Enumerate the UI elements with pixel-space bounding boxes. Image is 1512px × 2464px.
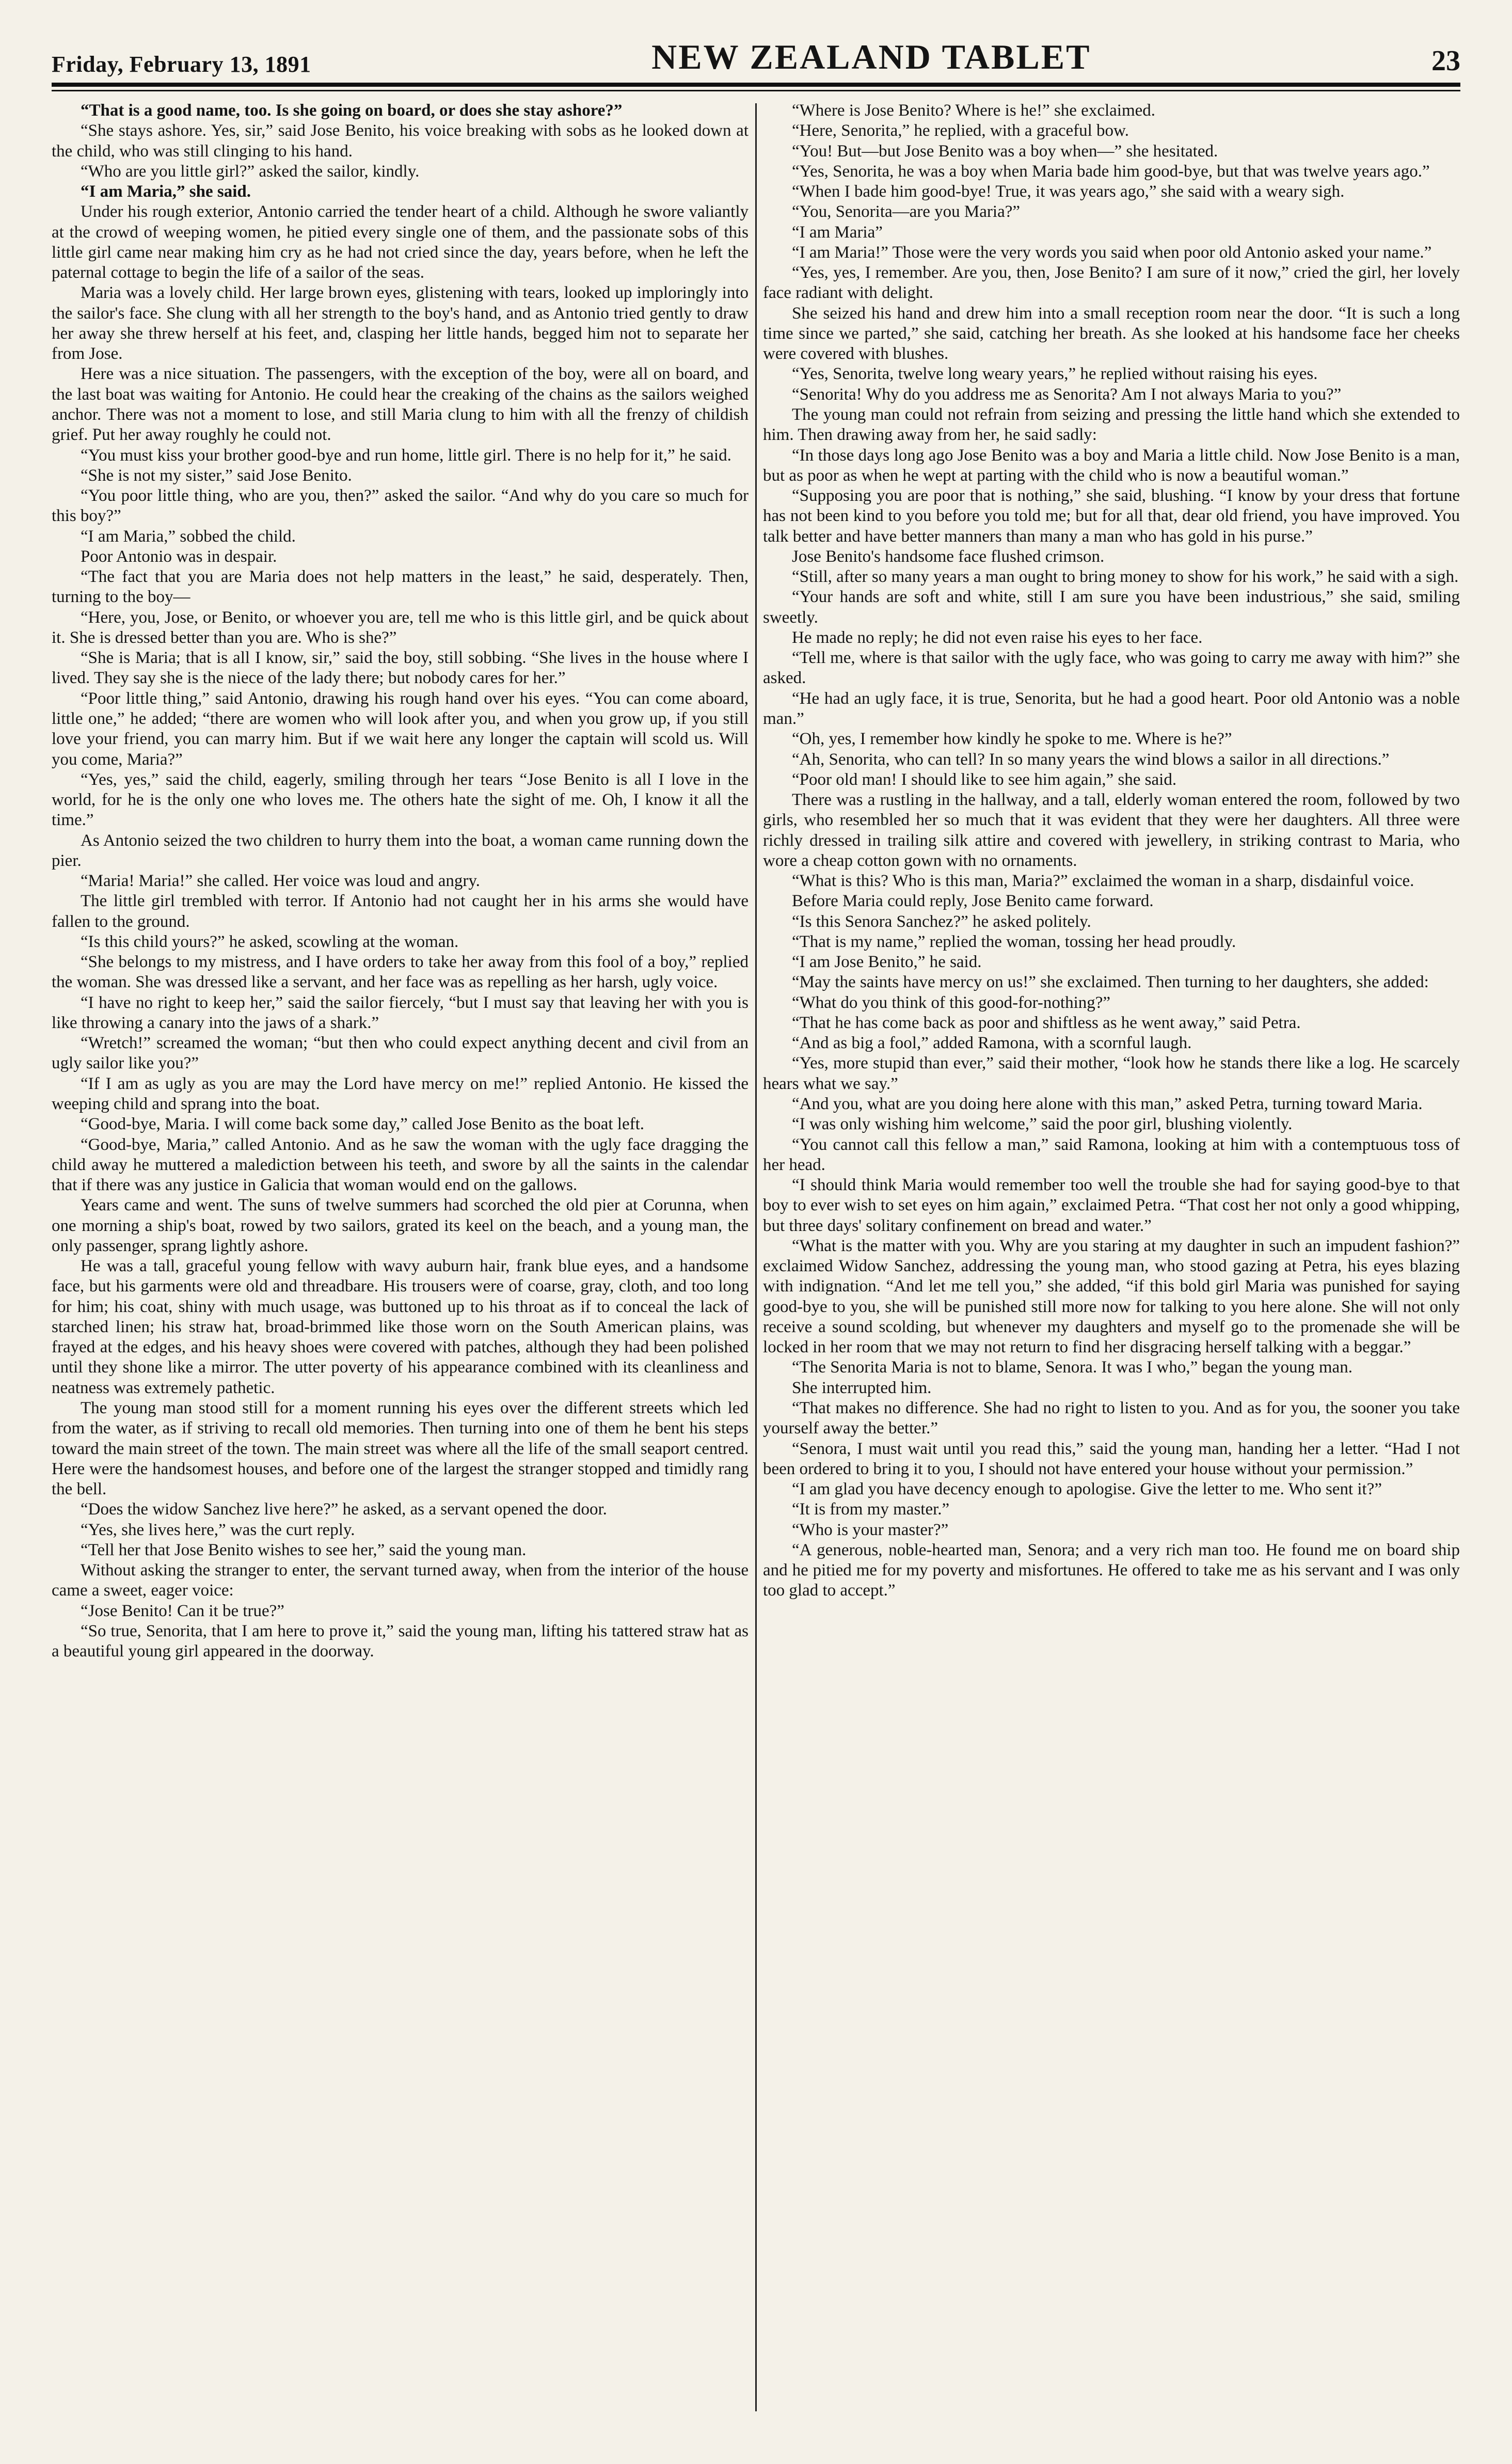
paragraph: “I am glad you have decency enough to apologise. Give the letter to me. Who sent it?”	[792, 1480, 1382, 1499]
paragraph: “Wretch!” screamed the woman; “but then who could expect anything decent and civil from an ugly sailor like you?”	[52, 1034, 749, 1073]
paragraph: “I have no right to keep her,” said the sailor fiercely, “but I must say that leaving her with you is like throwing a canary into the jaws of a shark.”	[52, 993, 749, 1032]
paragraph: “That makes no difference. She had no right to listen to you. And as for you, the sooner you take yourself away the better.”	[763, 1399, 1460, 1438]
paragraph: He made no reply; he did not even raise his eyes to her face.	[792, 628, 1203, 647]
paragraph: “You cannot call this fellow a man,” said Ramona, looking at him with a contemptuous toss of her head.	[763, 1135, 1460, 1174]
paragraph: She interrupted him.	[792, 1378, 932, 1397]
paragraph: Before Maria could reply, Jose Benito came forward.	[792, 892, 1154, 911]
header-rule-thick	[52, 83, 1460, 87]
paragraph: “What is this? Who is this man, Maria?” exclaimed the woman in a sharp, disdainful voice.	[792, 872, 1414, 891]
paragraph: “Here, Senorita,” he replied, with a graceful bow.	[792, 121, 1129, 140]
paragraph: “Maria! Maria!” she called. Her voice was loud and angry.	[81, 872, 480, 891]
paragraph: “You must kiss your brother good-bye and run home, little girl. There is no help for it,” he said.	[81, 446, 731, 465]
paragraph: “Good-bye, Maria,” called Antonio. And as he saw the woman with the ugly face dragging the child away he muttered a malediction between his teeth, and swore by all the saints in the calendar that if there was any justice in Galicia that woman would end on the gallows.	[52, 1135, 749, 1195]
column-divider	[755, 103, 757, 2411]
paragraph: “Does the widow Sanchez live here?” he asked, as a servant opened the door.	[81, 1500, 607, 1519]
paragraph: “That is my name,” replied the woman, tossing her head proudly.	[792, 932, 1236, 951]
page-header	[52, 21, 1460, 77]
paragraph: “What do you think of this good-for-nothing?”	[792, 993, 1111, 1012]
paragraph: He was a tall, graceful young fellow with wavy auburn hair, frank blue eyes, and a handsome face, but his garments were old and threadbare. His trousers were of coarse, gray, cloth, and too long for him; his coat, shiny with much usage, was buttoned up to his throat as if to conceal the lack of starched linen; his straw hat, broad-brimmed like those worn on the South American plains, was frayed at the edges, and his heavy shoes were covered with patches, although they had been polished until they shone like a mirror. The utter poverty of his appearance combined with its cleanliness and neatness was extremely pathetic.	[52, 1257, 749, 1397]
paragraph: “And as big a fool,” added Ramona, with a scornful laugh.	[792, 1034, 1192, 1053]
paragraph: “It is from my master.”	[792, 1500, 950, 1519]
paragraph: As Antonio seized the two children to hurry them into the boat, a woman came running down the pier.	[52, 831, 749, 870]
right-column	[763, 101, 1460, 2414]
paragraph: “In those days long ago Jose Benito was a boy and Maria a little child. Now Jose Benito is a man, but as poor as when he wept at parting with the child who is now a beautiful woman.”	[763, 446, 1460, 485]
paragraph: “The fact that you are Maria does not help matters in the least,” he said, desperately. Then, turning to the boy—	[52, 567, 749, 607]
paragraph: “Yes, more stupid than ever,” said their mother, “look how he stands there like a log. He scarcely hears what we say.”	[763, 1054, 1460, 1093]
paragraph: Years came and went. The suns of twelve summers had scorched the old pier at Corunna, when one morning a ship's boat, rowed by two sailors, grated its keel on the beach, and a young man, the only passenger, sprang lightly ashore.	[52, 1196, 749, 1255]
paragraph: Poor Antonio was in despair.	[81, 547, 277, 566]
paragraph: “If I am as ugly as you are may the Lord have mercy on me!” replied Antonio. He kissed the weeping child and sprang into the boat.	[52, 1074, 749, 1114]
paragraph: “I should think Maria would remember too well the trouble she had for saying good-bye to that boy to ever wish to set eyes on him again,” exclaimed Petra. “That cost her not only a good whipping, but three days' solitary confinement on bread and water.”	[763, 1176, 1460, 1235]
paragraph: “Where is Jose Benito? Where is he!” she exclaimed.	[792, 101, 1156, 120]
paragraph: “Is this Senora Sanchez?” he asked politely.	[792, 912, 1091, 931]
paragraph: “Yes, Senorita, he was a boy when Maria bade him good-bye, but that was twelve years ago.”	[792, 162, 1430, 181]
paragraph: The little girl trembled with terror. If Antonio had not caught her in his arms she would have fallen to the ground.	[52, 892, 749, 931]
paragraph: “Who are you little girl?” asked the sailor, kindly.	[81, 162, 420, 181]
paragraph: “He had an ugly face, it is true, Senorita, but he had a good heart. Poor old Antonio was a noble man.”	[763, 689, 1460, 728]
paragraph: “Yes, she lives here,” was the curt reply.	[81, 1520, 355, 1539]
left-column	[52, 101, 749, 2414]
paragraph: “Good-bye, Maria. I will come back some day,” called Jose Benito as the boat left.	[81, 1115, 644, 1134]
paragraph: “Who is your master?”	[792, 1520, 949, 1539]
paragraph: “So true, Senorita, that I am here to prove it,” said the young man, lifting his tattered straw hat as a beautiful young girl appeared in the doorway.	[52, 1621, 749, 1661]
paragraph: Jose Benito's handsome face flushed crimson.	[792, 547, 1105, 566]
paragraph: “Senora, I must wait until you read this,” said the young man, handing her a letter. “Had I not been ordered to bring it to you, I should not have entered your house without your permission.”	[763, 1439, 1460, 1478]
paragraph: There was a rustling in the hallway, and a tall, elderly woman entered the room, followed by two girls, who resembled her so much that it was evident that they were her daughters. All three were richly dressed in trailing silk attire and covered with jewellery, in striking contrast to Maria, who wore a cheap cotton gown with no ornaments.	[763, 791, 1460, 870]
paragraph: “That is a good name, too. Is she going on board, or does she stay ashore?”	[81, 101, 623, 120]
paragraph: Without asking the stranger to enter, the servant turned away, when from the interior of the house came a sweet, eager voice:	[52, 1561, 749, 1600]
page-number: 23	[1431, 45, 1460, 77]
paragraph: “You poor little thing, who are you, then?” asked the sailor. “And why do you care so much for this boy?”	[52, 486, 749, 526]
paragraph: “Poor little thing,” said Antonio, drawing his rough hand over his eyes. “You can come aboard, little one,” he added; “there are women who will look after you, and when you grow up, if you still love your friend, you can marry him. But if we wait here any longer the captain will scold us. Will you come, Maria?”	[52, 689, 749, 769]
paragraph: “May the saints have mercy on us!” she exclaimed. Then turning to her daughters, she added:	[792, 973, 1429, 992]
header-rule-thin	[52, 90, 1460, 91]
paragraph: “Ah, Senorita, who can tell? In so many years the wind blows a sailor in all directions.”	[792, 750, 1390, 769]
paragraph: “Jose Benito! Can it be true?”	[81, 1601, 284, 1620]
paragraph: “I am Jose Benito,” he said.	[792, 953, 982, 972]
paragraph: “That he has come back as poor and shiftless as he went away,” said Petra.	[792, 1013, 1301, 1032]
paragraph: “She is Maria; that is all I know, sir,” said the boy, still sobbing. “She lives in the house where I lived. They say she is the niece of the lady there; but nobody cares for her.”	[52, 649, 749, 688]
paragraph: She seized his hand and drew him into a small reception room near the door. “It is such a long time since we parted,” she said, catching her breath. As she looked at his handsome face her cheeks were covered with blushes.	[763, 304, 1460, 364]
paragraph: “Senorita! Why do you address me as Senorita? Am I not always Maria to you?”	[792, 385, 1342, 404]
paragraph: “Is this child yours?” he asked, scowling at the woman.	[81, 932, 459, 951]
paragraph: “She stays ashore. Yes, sir,” said Jose Benito, his voice breaking with sobs as he looked down at the child, who was still clinging to his hand.	[52, 121, 749, 161]
paragraph: “You, Senorita—are you Maria?”	[792, 202, 1021, 222]
paragraph: The young man could not refrain from seizing and pressing the little hand which she extended to him. Then drawing away from her, he said sadly:	[763, 405, 1460, 445]
paragraph: “I am Maria!” Those were the very words you said when poor old Antonio asked your name.”	[792, 243, 1432, 262]
paragraph: “Yes, yes, I remember. Are you, then, Jose Benito? I am sure of it now,” cried the girl, her lovely face radiant with delight.	[763, 263, 1460, 303]
paragraph: “Yes, Senorita, twelve long weary years,” he replied without raising his eyes.	[792, 365, 1318, 384]
paragraph: “Tell her that Jose Benito wishes to see her,” said the young man.	[81, 1540, 527, 1559]
paragraph: “Oh, yes, I remember how kindly he spoke to me. Where is he?”	[792, 730, 1232, 749]
paragraph: “She belongs to my mistress, and I have orders to take her away from this fool of a boy,” replied the woman. She was dressed like a servant, and her face was as repelling as her harsh, ugly voice.	[52, 953, 749, 992]
paragraph: “I am Maria,” sobbed the child.	[81, 527, 296, 546]
paragraph: “And you, what are you doing here alone with this man,” asked Petra, turning toward Maria.	[792, 1095, 1423, 1114]
paragraph: “Supposing you are poor that is nothing,” she said, blushing. “I know by your dress that fortune has not been kind to you before you told me; but for all that, dear old friend, you have improved. You talk better and have better manners than many a man who has gold in his purse.”	[763, 486, 1460, 546]
paragraph: Here was a nice situation. The passengers, with the exception of the boy, were all on board, and the last boat was waiting for Antonio. He could hear the creaking of the chains as the sailors weighed anchor. There was not a moment to lose, and still Maria clung to him with all the frenzy of childish grief. Put her away roughly he could not.	[52, 365, 749, 445]
paragraph: “Tell me, where is that sailor with the ugly face, who was going to carry me away with him?” she asked.	[763, 649, 1460, 688]
paragraph: “Poor old man! I should like to see him again,” she said.	[792, 770, 1177, 789]
masthead-title: NEW ZEALAND TABLET	[651, 37, 1091, 76]
header-date: Friday, February 13, 1891	[52, 52, 311, 77]
paragraph: “What is the matter with you. Why are you staring at my daughter in such an impudent fashion?” exclaimed Widow Sanchez, addressing the young man, who stood gazing at Petra, his eyes blazing with indignation. “And let me tell you,” she added, “if this bold girl Maria was punished for saying good-bye to you, she will be punished still more now for talking to you here alone. She will not only receive a sound scolding, but whenever my daughters and myself go to the promenade she will be locked in her room that we may not return to find her disgracing herself talking with a beggar.”	[763, 1236, 1460, 1357]
paragraph: “The Senorita Maria is not to blame, Senora. It was I who,” began the young man.	[792, 1358, 1352, 1377]
paragraph: “I am Maria”	[792, 223, 883, 242]
paragraph: “When I bade him good-bye! True, it was years ago,” she said with a weary sigh.	[792, 182, 1345, 201]
paragraph: “Here, you, Jose, or Benito, or whoever you are, tell me who is this little girl, and be quick about it. She is dressed better than you are. Who is she?”	[52, 608, 749, 647]
paragraph: “Your hands are soft and white, still I am sure you have been industrious,” she said, smiling sweetly.	[763, 588, 1460, 627]
paragraph: The young man stood still for a moment running his eyes over the different streets which led from the water, as if striving to recall old memories. Then turning into one of them he bent his steps toward the main street of the town. The main street was where all the life of the small seaport centred. Here were the handsomest houses, and before one of the largest the stranger stopped and timidly rang the bell.	[52, 1399, 749, 1499]
paragraph: “You! But—but Jose Benito was a boy when—” she hesitated.	[792, 141, 1218, 161]
paragraph: “A generous, noble-hearted man, Senora; and a very rich man too. He found me on board ship and he pitied me for my poverty and misfortunes. He offered to take me as his servant and I was only too glad to accept.”	[763, 1540, 1460, 1600]
paragraph: Maria was a lovely child. Her large brown eyes, glistening with tears, looked up imploringly into the sailor's face. She clung with all her strength to the boy's hand, and as Antonio tried gently to draw her away she threw herself at his feet, and, clasping her little hands, begged him not to separate her from Jose.	[52, 283, 749, 364]
paragraph: Under his rough exterior, Antonio carried the tender heart of a child. Although he swore valiantly at the crowd of weeping women, he pitied every single one of them, and the passionate sobs of this little girl came near making him cry as he had not cried since the day, years before, when he left the paternal cottage to begin the life of a sailor of the seas.	[52, 202, 749, 282]
paragraph: “She is not my sister,” said Jose Benito.	[81, 466, 352, 485]
paragraph: “Yes, yes,” said the child, eagerly, smiling through her tears “Jose Benito is all I love in the world, for he is the only one who loves me. The others hate the sight of me. Oh, I know it all the time.”	[52, 770, 749, 830]
paragraph: “I was only wishing him welcome,” said the poor girl, blushing violently.	[792, 1115, 1293, 1134]
paragraph: “Still, after so many years a man ought to bring money to show for his work,” he said with a sigh.	[792, 567, 1459, 587]
paragraph: “I am Maria,” she said.	[81, 182, 251, 201]
